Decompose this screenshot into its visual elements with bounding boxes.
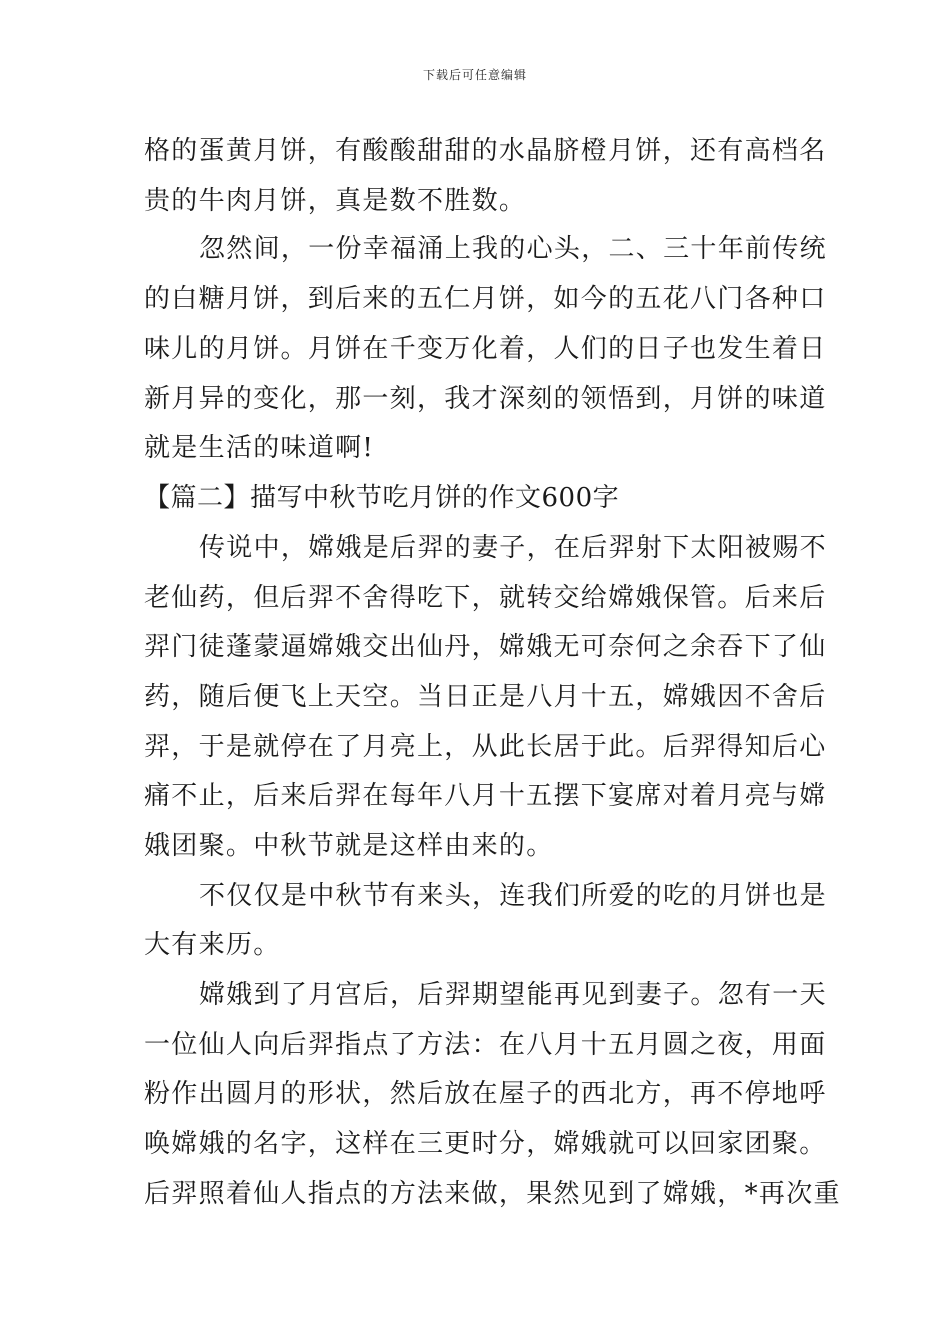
text-line: 就是生活的味道啊!: [144, 433, 375, 463]
text-line: 大有来历。: [144, 930, 281, 960]
text-line: 老仙药，但后羿不舍得吃下，就转交给嫦娥保管。后来后: [144, 583, 827, 613]
text-line: 新月异的变化，那一刻，我才深刻的领悟到，月饼的味道: [144, 384, 827, 414]
text-line: 一位仙人向后羿指点了方法：在八月十五月圆之夜，用面: [144, 1030, 827, 1060]
text-line: 羿门徒蓬蒙逼嫦娥交出仙丹，嫦娥无可奈何之余吞下了仙: [144, 632, 827, 662]
text-line: 唤嫦娥的名字，这样在三更时分，嫦娥就可以回家团聚。: [144, 1129, 827, 1159]
paragraph-start-line: 传说中，嫦娥是后羿的妻子，在后羿射下太阳被赐不: [199, 533, 827, 563]
text-line: 后羿照着仙人指点的方法来做，果然见到了嫦娥，*再次重: [144, 1179, 841, 1209]
paragraph-start-line: 嫦娥到了月宫后，后羿期望能再见到妻子。忽有一天: [199, 980, 827, 1010]
text-line: 格的蛋黄月饼，有酸酸甜甜的水晶脐橙月饼，还有高档名: [144, 136, 827, 166]
paragraph-start-line: 忽然间，一份幸福涌上我的心头，二、三十年前传统: [199, 234, 827, 264]
text-line: 粉作出圆月的形状，然后放在屋子的西北方，再不停地呼: [144, 1079, 827, 1109]
section-heading: 【篇二】描写中秋节吃月饼的作文600字: [144, 483, 620, 513]
text-line: 药，随后便飞上天空。当日正是八月十五，嫦娥因不舍后: [144, 682, 827, 712]
text-line: 味儿的月饼。月饼在千变万化着，人们的日子也发生着日: [144, 334, 827, 364]
text-line: 的白糖月饼，到后来的五仁月饼，如今的五花八门各种口: [144, 284, 827, 314]
text-line: 羿，于是就停在了月亮上，从此长居于此。后羿得知后心: [144, 732, 827, 762]
text-line: 痛不止，后来后羿在每年八月十五摆下宴席对着月亮与嫦: [144, 781, 827, 811]
paragraph-start-line: 不仅仅是中秋节有来头，连我们所爱的吃的月饼也是: [199, 881, 827, 911]
text-line: 娥团聚。中秋节就是这样由来的。: [144, 831, 554, 861]
text-line: 贵的牛肉月饼，真是数不胜数。: [144, 186, 527, 216]
page-header: 下载后可任意编辑: [422, 68, 527, 82]
